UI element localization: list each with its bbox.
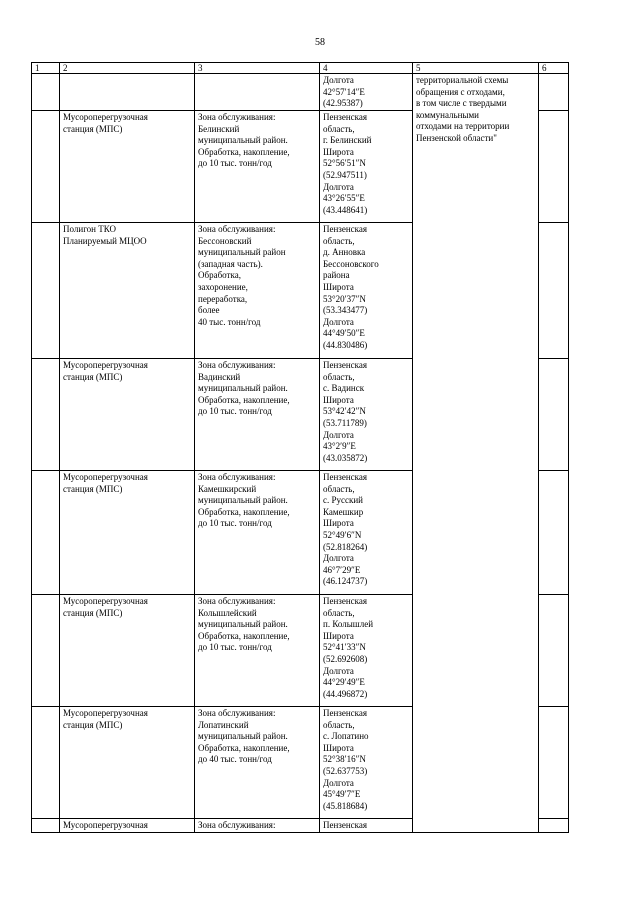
page-number: 58 (315, 37, 325, 48)
cell-text-line: (52.818264) (323, 541, 368, 552)
cell-text-line: Пензенская (323, 472, 368, 482)
cell-text-line: 44°29′49″E (323, 677, 365, 688)
cell-text-line: до 10 тыс. тонн/год (198, 518, 272, 529)
service-zone-cell (195, 111, 320, 223)
notes-cell (539, 74, 569, 111)
column-number-row (32, 63, 569, 74)
column-number-cell: 4 (320, 63, 413, 74)
cell-text-line: Долгота (323, 316, 354, 327)
service-zone-cell (195, 707, 320, 819)
row-number-cell (32, 471, 60, 595)
cell-text-line: района (323, 270, 350, 281)
cell-text-line: область, (323, 483, 355, 494)
cell-text-line: муниципальный район. (198, 383, 288, 394)
cell-text-line: муниципальный район. (198, 135, 288, 146)
cell-text-line: станция (МПС) (63, 607, 123, 618)
column-number-cell: 3 (195, 63, 320, 74)
cell-text-line: Колышлейский (198, 607, 257, 618)
cell-text-line: (западная часть). (198, 258, 263, 269)
cell-text-line: с. Русский (323, 495, 363, 506)
row-number-cell (32, 707, 60, 819)
cell-text-line: Пензенская (323, 708, 368, 718)
cell-text-line: Мусороперегрузочная (63, 360, 148, 370)
cell-text-line: Широта (323, 146, 354, 157)
column-number-cell: 6 (539, 63, 569, 74)
cell-text-line: станция (МПС) (63, 371, 123, 382)
service-zone-cell (195, 595, 320, 707)
cell-text-line: Мусороперегрузочная (63, 820, 148, 830)
facility-name-cell (60, 595, 195, 707)
cell-text-line: территориальной схемы (416, 75, 509, 85)
waste-facilities-table (31, 62, 569, 833)
facility-name-cell (60, 471, 195, 595)
cell-text-line: Широта (323, 630, 354, 641)
cell-text-line: Пензенская (323, 360, 368, 370)
cell-text-line: Обработка, (198, 270, 241, 281)
cell-text-line: Пензенская (323, 596, 368, 606)
cell-text-line: 40 тыс. тонн/год (198, 316, 261, 327)
location-cell (320, 359, 413, 471)
cell-text-line: Широта (323, 518, 354, 529)
cell-text-line: 52°38′16″N (323, 754, 366, 765)
column-number-cell: 1 (32, 63, 60, 74)
cell-text-line: Мусороперегрузочная (63, 596, 148, 606)
cell-text-line: Зона обслуживания: (198, 472, 276, 482)
cell-text-line: захоронение, (198, 281, 248, 292)
facility-name-cell (60, 111, 195, 223)
location-cell (320, 707, 413, 819)
cell-text-line: Мусороперегрузочная (63, 472, 148, 482)
cell-text-line: д. Анновка (323, 247, 366, 258)
cell-text-line: Камешкир (323, 506, 364, 517)
service-zone-cell (195, 74, 320, 111)
cell-text-line: (44.496872) (323, 688, 368, 699)
cell-text-line: до 10 тыс. тонн/год (198, 642, 272, 653)
service-zone-cell (195, 223, 320, 359)
column-number-cell: 5 (413, 63, 539, 74)
table-row (32, 74, 569, 111)
cell-text-line: станция (МПС) (63, 123, 123, 134)
cell-text-line: 43°26′55″E (323, 193, 365, 204)
location-cell (320, 223, 413, 359)
location-cell (320, 471, 413, 595)
cell-text-line: (42.95387) (323, 98, 363, 109)
cell-text-line: Зона обслуживания: (198, 360, 276, 370)
cell-text-line: Пензенской области" (416, 132, 497, 143)
service-zone-cell (195, 819, 320, 833)
cell-text-line: Обработка, накопление, (198, 742, 290, 753)
cell-text-line: (52.637753) (323, 765, 368, 776)
cell-text-line: станция (МПС) (63, 719, 123, 730)
cell-text-line: (53.343477) (323, 305, 368, 316)
facility-name-cell (60, 223, 195, 359)
location-cell (320, 595, 413, 707)
cell-text-line: 52°56′51″N (323, 158, 366, 169)
cell-text-line: 42°57′14″E (323, 86, 365, 97)
row-number-cell (32, 595, 60, 707)
cell-text-line: с. Вадинск (323, 383, 365, 394)
cell-text-line: (46.124737) (323, 576, 368, 587)
cell-text-line: отходами на территории (416, 121, 510, 132)
table-body (32, 63, 569, 833)
cell-text-line: Бессоновский (198, 235, 252, 246)
cell-text-line: область, (323, 371, 355, 382)
cell-text-line: Широта (323, 742, 354, 753)
location-cell (320, 74, 413, 111)
cell-text-line: муниципальный район. (198, 619, 288, 630)
notes-cell (539, 819, 569, 833)
cell-text-line: до 40 тыс. тонн/год (198, 754, 272, 765)
cell-text-line: (43.448641) (323, 204, 368, 215)
notes-cell (539, 471, 569, 595)
location-cell (320, 111, 413, 223)
row-number-cell (32, 359, 60, 471)
row-number-cell (32, 111, 60, 223)
cell-text-line: Белинский (198, 123, 240, 134)
cell-text-line: Широта (323, 394, 354, 405)
facility-name-cell (60, 74, 195, 111)
cell-text-line: Зона обслуживания: (198, 820, 276, 830)
cell-text-line: (53.711789) (323, 417, 367, 428)
scheme-note-cell (413, 74, 539, 833)
cell-text-line: Мусороперегрузочная (63, 112, 148, 122)
cell-text-line: Вадинский (198, 371, 241, 382)
cell-text-line: Пензенская (323, 112, 368, 122)
cell-text-line: (52.947511) (323, 169, 367, 180)
cell-text-line: Обработка, накопление, (198, 630, 290, 641)
cell-text-line: (44.830486) (323, 339, 368, 350)
cell-text-line: (43.035872) (323, 452, 368, 463)
cell-text-line: (52.692608) (323, 653, 368, 664)
cell-text-line: Полигон ТКО (63, 224, 116, 234)
notes-cell (539, 707, 569, 819)
cell-text-line: (45.818684) (323, 800, 368, 811)
cell-text-line: Планируемый МЦОО (63, 235, 147, 246)
row-number-cell (32, 819, 60, 833)
cell-text-line: Широта (323, 281, 354, 292)
cell-text-line: с. Лопатино (323, 731, 369, 742)
cell-text-line: Бессоновского (323, 258, 379, 269)
cell-text-line: Долгота (323, 777, 354, 788)
row-number-cell (32, 223, 60, 359)
facility-name-cell (60, 707, 195, 819)
cell-text-line: муниципальный район. (198, 731, 288, 742)
cell-text-line: 46°7′29″E (323, 564, 361, 575)
cell-text-line: г. Белинский (323, 135, 372, 146)
cell-text-line: более (198, 305, 220, 316)
cell-text-line: Долгота (323, 665, 354, 676)
cell-text-line: 52°41′33″N (323, 642, 366, 653)
facility-name-cell (60, 359, 195, 471)
cell-text-line: 53°20′37″N (323, 293, 366, 304)
cell-text-line: область, (323, 123, 355, 134)
cell-text-line: в том числе с твердыми (416, 98, 507, 109)
cell-text-line: Обработка, накопление, (198, 506, 290, 517)
cell-text-line: обращения с отходами, (416, 86, 505, 97)
row-number-cell (32, 74, 60, 111)
notes-cell (539, 111, 569, 223)
cell-text-line: Долгота (323, 75, 354, 85)
service-zone-cell (195, 359, 320, 471)
cell-text-line: Зона обслуживания: (198, 224, 276, 234)
location-cell (320, 819, 413, 833)
cell-text-line: до 10 тыс. тонн/год (198, 158, 272, 169)
cell-text-line: Зона обслуживания: (198, 708, 276, 718)
cell-text-line: 44°49′50″E (323, 328, 365, 339)
cell-text-line: Обработка, накопление, (198, 394, 290, 405)
service-zone-cell (195, 471, 320, 595)
cell-text-line: коммунальными (416, 109, 479, 120)
cell-text-line: область, (323, 607, 355, 618)
cell-text-line: Обработка, накопление, (198, 146, 290, 157)
cell-text-line: п. Колышлей (323, 619, 374, 630)
cell-text-line: Камешкирский (198, 483, 257, 494)
cell-text-line: Лопатинский (198, 719, 249, 730)
cell-text-line: 43°2′9″E (323, 441, 356, 452)
cell-text-line: область, (323, 719, 355, 730)
cell-text-line: до 10 тыс. тонн/год (198, 406, 272, 417)
notes-cell (539, 595, 569, 707)
column-number-cell: 2 (60, 63, 195, 74)
cell-text-line: Зона обслуживания: (198, 596, 276, 606)
cell-text-line: муниципальный район (198, 247, 286, 258)
notes-cell (539, 359, 569, 471)
cell-text-line: Мусороперегрузочная (63, 708, 148, 718)
cell-text-line: муниципальный район. (198, 495, 288, 506)
cell-text-line: переработка, (198, 293, 248, 304)
cell-text-line: Долгота (323, 429, 354, 440)
cell-text-line: Зона обслуживания: (198, 112, 276, 122)
cell-text-line: Долгота (323, 181, 354, 192)
cell-text-line: 53°42′42″N (323, 406, 366, 417)
facility-name-cell (60, 819, 195, 833)
cell-text-line: Пензенская (323, 224, 368, 234)
cell-text-line: область, (323, 235, 355, 246)
cell-text-line: 52°49′6″N (323, 529, 362, 540)
cell-text-line: Долгота (323, 553, 354, 564)
cell-text-line: станция (МПС) (63, 483, 123, 494)
cell-text-line: 45°49′7″E (323, 789, 361, 800)
cell-text-line: Пензенская (323, 820, 368, 830)
notes-cell (539, 223, 569, 359)
